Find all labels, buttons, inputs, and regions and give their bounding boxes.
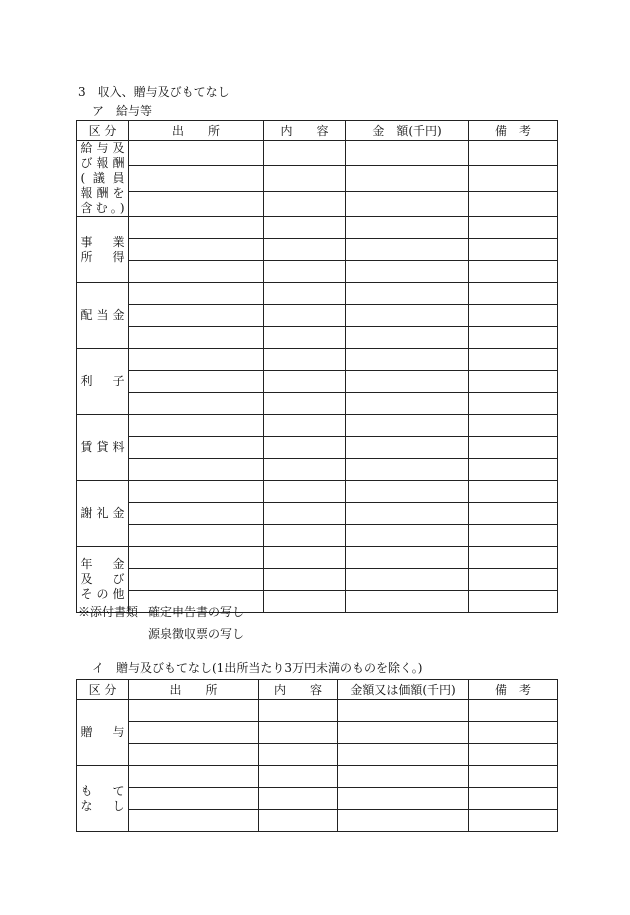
table-row: [77, 766, 558, 788]
remarks-cell[interactable]: [469, 437, 558, 459]
content-cell[interactable]: [264, 239, 346, 261]
amount-cell[interactable]: [346, 217, 469, 239]
source-cell[interactable]: [129, 283, 264, 305]
category-label: [81, 235, 125, 265]
part-b-title: イ 贈与及びもてなし(1出所当たり3万円未満のものを除く。): [92, 661, 423, 675]
remarks-cell[interactable]: [469, 744, 558, 766]
category-label: [81, 141, 125, 216]
amount-cell[interactable]: [338, 744, 469, 766]
amount-cell[interactable]: [346, 191, 469, 216]
content-cell[interactable]: [259, 788, 338, 810]
remarks-cell[interactable]: [469, 810, 558, 832]
header-content: 内 容: [264, 121, 346, 141]
content-cell[interactable]: [264, 393, 346, 415]
table-row: [77, 217, 558, 239]
remarks-cell[interactable]: [469, 547, 558, 569]
gifts-table: [76, 679, 558, 832]
content-cell[interactable]: [264, 349, 346, 371]
amount-cell[interactable]: [338, 810, 469, 832]
table-row: [77, 459, 558, 481]
source-cell[interactable]: [129, 788, 259, 810]
header-source: 出 所: [129, 680, 259, 700]
amount-cell[interactable]: [346, 371, 469, 393]
source-cell[interactable]: [129, 810, 259, 832]
source-cell[interactable]: [129, 349, 264, 371]
remarks-cell[interactable]: [469, 261, 558, 283]
amount-cell[interactable]: [346, 525, 469, 547]
category-label: [81, 374, 125, 389]
table-row: [77, 371, 558, 393]
gifts-table-header: [77, 680, 558, 700]
remarks-cell[interactable]: [469, 349, 558, 371]
source-cell[interactable]: [129, 305, 264, 327]
source-cell[interactable]: [129, 239, 264, 261]
table-row: [77, 393, 558, 415]
table-row: [77, 141, 558, 166]
source-cell[interactable]: [129, 166, 264, 191]
amount-cell[interactable]: [346, 305, 469, 327]
category-label-line: その他: [80, 587, 125, 601]
remarks-cell[interactable]: [469, 371, 558, 393]
table-row: [77, 305, 558, 327]
category-label: [81, 557, 125, 602]
content-cell[interactable]: [264, 503, 346, 525]
source-cell[interactable]: [129, 700, 259, 722]
remarks-cell[interactable]: [469, 788, 558, 810]
content-cell[interactable]: [264, 191, 346, 216]
amount-cell[interactable]: [346, 437, 469, 459]
content-cell[interactable]: [264, 371, 346, 393]
category-label-line: も て: [80, 783, 125, 798]
header-source: 出 所: [129, 121, 264, 141]
table-row: [77, 437, 558, 459]
category-label-line: 事 業: [80, 234, 125, 249]
amount-cell[interactable]: [338, 722, 469, 744]
source-cell[interactable]: [129, 191, 264, 216]
remarks-cell[interactable]: [469, 503, 558, 525]
table-row: [77, 503, 558, 525]
source-cell[interactable]: [129, 459, 264, 481]
table-row: [77, 349, 558, 371]
table-row: [77, 810, 558, 832]
category-label-line: 賃貸料: [80, 440, 125, 454]
source-cell[interactable]: [129, 393, 264, 415]
table-row: [77, 569, 558, 591]
category-label-line: 利 子: [80, 374, 125, 388]
content-cell[interactable]: [259, 810, 338, 832]
content-cell[interactable]: [264, 591, 346, 613]
source-cell[interactable]: [129, 525, 264, 547]
content-cell[interactable]: [264, 481, 346, 503]
amount-cell[interactable]: [346, 349, 469, 371]
source-cell[interactable]: [129, 437, 264, 459]
category-label-line: 報酬を: [80, 186, 125, 200]
table-row: [77, 191, 558, 216]
remarks-cell[interactable]: [469, 481, 558, 503]
category-label: [81, 725, 125, 740]
category-label-line: 所 得: [80, 249, 125, 264]
table-row: [77, 166, 558, 191]
table-row: [77, 239, 558, 261]
content-cell[interactable]: [264, 547, 346, 569]
table-row: [77, 415, 558, 437]
source-cell[interactable]: [129, 371, 264, 393]
source-cell[interactable]: [129, 547, 264, 569]
amount-cell[interactable]: [338, 766, 469, 788]
category-label-line: (議員: [80, 171, 125, 185]
content-cell[interactable]: [259, 744, 338, 766]
header-amount: 金額又は価額(千円): [338, 680, 469, 700]
remarks-cell[interactable]: [469, 766, 558, 788]
content-cell[interactable]: [264, 459, 346, 481]
table-row: [77, 283, 558, 305]
content-cell[interactable]: [259, 700, 338, 722]
source-cell[interactable]: [129, 261, 264, 283]
amount-cell[interactable]: [346, 327, 469, 349]
remarks-cell[interactable]: [469, 700, 558, 722]
table-row: [77, 525, 558, 547]
category-cell: [77, 217, 129, 283]
amount-cell[interactable]: [346, 459, 469, 481]
attachment-withholding-slip: 源泉徴収票の写し: [148, 627, 245, 641]
income-table-header: [77, 121, 558, 141]
table-row: [77, 261, 558, 283]
category-label-line: 年 金: [80, 557, 125, 571]
content-cell[interactable]: [264, 141, 346, 166]
remarks-cell[interactable]: [469, 217, 558, 239]
remarks-cell[interactable]: [469, 191, 558, 216]
source-cell[interactable]: [129, 327, 264, 349]
amount-cell[interactable]: [346, 166, 469, 191]
amount-cell[interactable]: [346, 481, 469, 503]
category-cell: [77, 766, 129, 832]
section-title: 3 収入、贈与及びもてなし: [78, 85, 230, 99]
source-cell[interactable]: [129, 415, 264, 437]
source-cell[interactable]: [129, 141, 264, 166]
table-row: [77, 327, 558, 349]
remarks-cell[interactable]: [469, 591, 558, 613]
source-cell[interactable]: [129, 722, 259, 744]
amount-cell[interactable]: [346, 261, 469, 283]
table-row: [77, 547, 558, 569]
content-cell[interactable]: [259, 722, 338, 744]
source-cell[interactable]: [129, 569, 264, 591]
content-cell[interactable]: [264, 415, 346, 437]
category-cell: [77, 700, 129, 766]
content-cell[interactable]: [264, 305, 346, 327]
header-category: 区 分: [77, 121, 129, 141]
category-label-line: 及 び: [80, 572, 125, 586]
remarks-cell[interactable]: [469, 283, 558, 305]
content-cell[interactable]: [264, 327, 346, 349]
attachments-label: ※添付書類: [78, 605, 139, 619]
remarks-cell[interactable]: [469, 305, 558, 327]
amount-cell[interactable]: [346, 569, 469, 591]
remarks-cell[interactable]: [469, 415, 558, 437]
table-row: [77, 722, 558, 744]
header-amount: 金 額(千円): [346, 121, 469, 141]
category-cell: [77, 481, 129, 547]
category-label: [81, 440, 125, 455]
header-remarks: 備 考: [469, 121, 558, 141]
category-label: [81, 784, 125, 814]
remarks-cell[interactable]: [469, 239, 558, 261]
category-cell: [77, 141, 129, 217]
content-cell[interactable]: [264, 525, 346, 547]
amount-cell[interactable]: [346, 415, 469, 437]
income-table: [76, 120, 558, 613]
content-cell[interactable]: [264, 166, 346, 191]
category-cell: [77, 415, 129, 481]
table-row: [77, 481, 558, 503]
amount-cell[interactable]: [338, 700, 469, 722]
category-label: [81, 308, 125, 323]
amount-cell[interactable]: [346, 503, 469, 525]
category-label-line: 給与及: [80, 141, 125, 155]
category-label-line: び報酬: [80, 156, 125, 170]
content-cell[interactable]: [264, 217, 346, 239]
amount-cell[interactable]: [346, 141, 469, 166]
amount-cell[interactable]: [346, 283, 469, 305]
part-a-title: ア 給与等: [92, 104, 153, 118]
remarks-cell[interactable]: [469, 166, 558, 191]
amount-cell[interactable]: [346, 547, 469, 569]
category-cell: [77, 283, 129, 349]
header-category: 区 分: [77, 680, 129, 700]
remarks-cell[interactable]: [469, 722, 558, 744]
remarks-cell[interactable]: [469, 525, 558, 547]
category-label-line: 謝礼金: [80, 506, 125, 520]
source-cell[interactable]: [129, 744, 259, 766]
table-row: [77, 788, 558, 810]
content-cell[interactable]: [264, 283, 346, 305]
content-cell[interactable]: [264, 261, 346, 283]
source-cell[interactable]: [129, 217, 264, 239]
content-cell[interactable]: [264, 569, 346, 591]
remarks-cell[interactable]: [469, 459, 558, 481]
source-cell[interactable]: [129, 766, 259, 788]
remarks-cell[interactable]: [469, 393, 558, 415]
content-cell[interactable]: [259, 766, 338, 788]
remarks-cell[interactable]: [469, 569, 558, 591]
category-cell: [77, 547, 129, 613]
amount-cell[interactable]: [338, 788, 469, 810]
source-cell[interactable]: [129, 481, 264, 503]
source-cell[interactable]: [129, 503, 264, 525]
remarks-cell[interactable]: [469, 327, 558, 349]
category-label-line: な し: [80, 798, 125, 813]
category-label: [81, 506, 125, 521]
category-label-line: 含む。): [80, 201, 125, 215]
attachment-tax-return: 確定申告書の写し: [148, 605, 245, 619]
content-cell[interactable]: [264, 437, 346, 459]
amount-cell[interactable]: [346, 239, 469, 261]
category-label-line: 配当金: [80, 308, 125, 322]
header-content: 内 容: [259, 680, 338, 700]
header-remarks: 備 考: [469, 680, 558, 700]
amount-cell[interactable]: [346, 591, 469, 613]
table-row: [77, 700, 558, 722]
table-row: [77, 744, 558, 766]
amount-cell[interactable]: [346, 393, 469, 415]
category-label-line: 贈 与: [80, 725, 125, 739]
category-cell: [77, 349, 129, 415]
remarks-cell[interactable]: [469, 141, 558, 166]
